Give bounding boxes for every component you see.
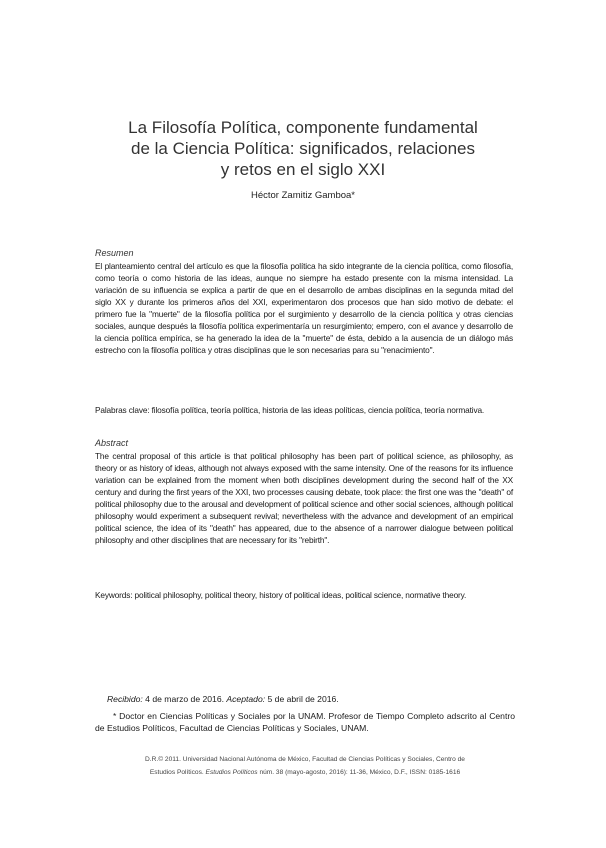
- palabras-clave-label: Palabras clave:: [95, 405, 150, 415]
- resumen-heading: Resumen: [95, 248, 134, 258]
- author-footnote: * Doctor en Ciencias Políticas y Sociales por la UNAM. Profesor de Tiempo Completo adscrito al Centro de Estudios Políticos, Facultad de Ciencias Políticas y Sociales, UNAM.: [95, 711, 515, 733]
- abstract-text: The central proposal of this article is that political philosophy has been part of political science, as philosophy, as theory or as history of ideas, although not always exposed with the same intensity. One of the reasons for its influence variation can be explained from the moment when both disciplines development during the second half of the XX century and during the first years of the XXI, two processes causing debate, took place: the first one was the "death" of political philosophy due to the arousal and development of political science and other social sciences, although political philosophy would experiment a subsequent revival; nevertheless with the advance and development of an empirical political science, the idea of its "death" has appeared, due to the absence of a narrower dialogue between political philosophy and other disciplines that are necessary for its "rebirth".: [95, 451, 513, 545]
- recibido-date: 4 de marzo de 2016.: [145, 694, 225, 704]
- author-name: Héctor Zamitiz Gamboa*: [250, 190, 355, 201]
- resumen-text: El planteamiento central del artículo es que la filosofía política ha sido integrante de la ciencia política, como filosofía, como teoría o como historia de las ideas, aunque no siempre ha estado presente con la misma intensidad. La variación de su influencia se explica a partir de que en el desarrollo de ambas disciplinas en la segunda mitad del siglo XX y durante los primeros años del XXI, experimentaron dos procesos que han sido motivo de debate: el primero fue la "muerte" de la filosofía política por el surgimiento y desarrollo de la ciencia política y otras ciencias sociales, aunque después la filosofía política experimentaría un resurgimiento; empero, con el avance y desarrollo de la ciencia política empírica, se ha generado la idea de la "muerte" de ésta, debido a la ausencia de un diálogo más estrecho con la filosofía política y otras disciplinas que le son necesarias para su "renacimiento".: [95, 261, 513, 355]
- palabras-clave: [95, 404, 513, 416]
- title-line-2: de la Ciencia Política: significados, relaciones: [131, 139, 475, 158]
- keywords: [95, 589, 513, 601]
- copyright-line-1: D.R.© 2011. Universidad Nacional Autónoma de México, Facultad de Ciencias Políticas y Sociales, Centro de: [145, 756, 465, 763]
- aceptado-date: 5 de abril de 2016.: [267, 694, 339, 704]
- palabras-clave-text: filosofía política, teoría política, historia de las ideas políticas, ciencia política, teoría normativa.: [151, 405, 485, 415]
- title-line-1: La Filosofía Política, componente fundamental: [128, 118, 478, 137]
- journal-name: Estudios Políticos: [205, 769, 258, 776]
- received-dates: [95, 694, 515, 705]
- abstract-heading: Abstract: [95, 438, 129, 448]
- copyright-line-2-post: núm. 38 (mayo-agosto, 2016): 11-36, México, D.F., ISSN: 0185-1616: [259, 769, 461, 776]
- keywords-label: Keywords:: [95, 590, 133, 600]
- article-title: [60, 117, 546, 180]
- copyright-line-2: [95, 766, 515, 779]
- title-line-3: y retos en el siglo XXI: [220, 160, 386, 179]
- copyright-notice: [95, 753, 515, 779]
- recibido-label: Recibido:: [106, 694, 143, 704]
- copyright-line-2-pre: Estudios Políticos.: [149, 769, 204, 776]
- keywords-text: political philosophy, political theory, history of political ideas, political science, normative theory.: [134, 590, 467, 600]
- aceptado-label: Aceptado:: [226, 694, 266, 704]
